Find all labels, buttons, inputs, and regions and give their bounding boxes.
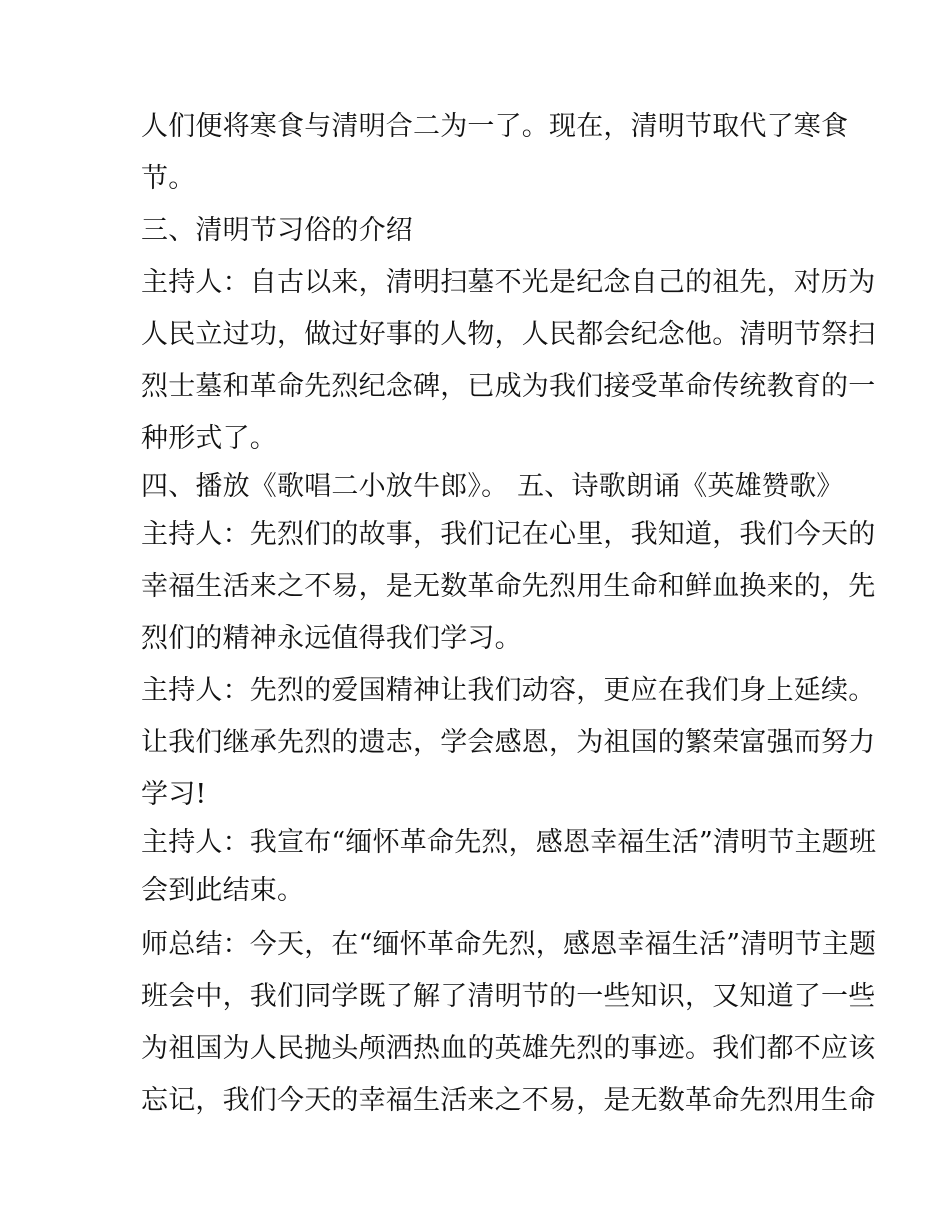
text-line: 种形式了。: [141, 423, 277, 454]
text-line: 班会中，我们同学既了解了清明节的一些知识，又知道了一些: [141, 981, 876, 1012]
section-heading: 三、清明节习俗的介绍: [141, 215, 413, 246]
text-line: 幸福生活来之不易，是无数革命先烈用生命和鲜血换来的，先: [141, 571, 876, 602]
text-line: 主持人：先烈们的故事，我们记在心里，我知道，我们今天的: [141, 519, 876, 550]
text-line: 为祖国为人民抛头颅洒热血的英雄先烈的事迹。我们都不应该: [141, 1033, 876, 1064]
text-line: 忘记，我们今天的幸福生活来之不易，是无数革命先烈用生命: [141, 1085, 876, 1116]
text-line: 会到此结束。: [141, 875, 305, 906]
text-line: 师总结：今天，在“缅怀革命先烈，感恩幸福生活”清明节主题: [141, 929, 877, 960]
text-line: 主持人：自古以来，清明扫墓不光是纪念自己的祖先，对历为: [141, 267, 876, 298]
text-line: 烈们的精神永远值得我们学习。: [141, 623, 522, 654]
text-line: 让我们继承先烈的遗志，学会感恩，为祖国的繁荣富强而努力: [141, 727, 876, 758]
text-line: 人民立过功，做过好事的人物，人民都会纪念他。清明节祭扫: [141, 319, 876, 350]
text-line: 人们便将寒食与清明合二为一了。现在，清明节取代了寒食: [141, 111, 849, 142]
text-line: 节。: [141, 163, 196, 194]
text-line: 学习!: [141, 779, 207, 810]
section-heading: 四、播放《歌唱二小放牛郎》。 五、诗歌朗诵《英雄赞歌》: [141, 471, 844, 502]
text-line: 烈士墓和革命先烈纪念碑，已成为我们接受革命传统教育的一: [141, 371, 876, 402]
text-line: 主持人：我宣布“缅怀革命先烈，感恩幸福生活”清明节主题班: [141, 827, 877, 858]
text-line: 主持人：先烈的爱国精神让我们动容，更应在我们身上延续。: [141, 675, 876, 706]
